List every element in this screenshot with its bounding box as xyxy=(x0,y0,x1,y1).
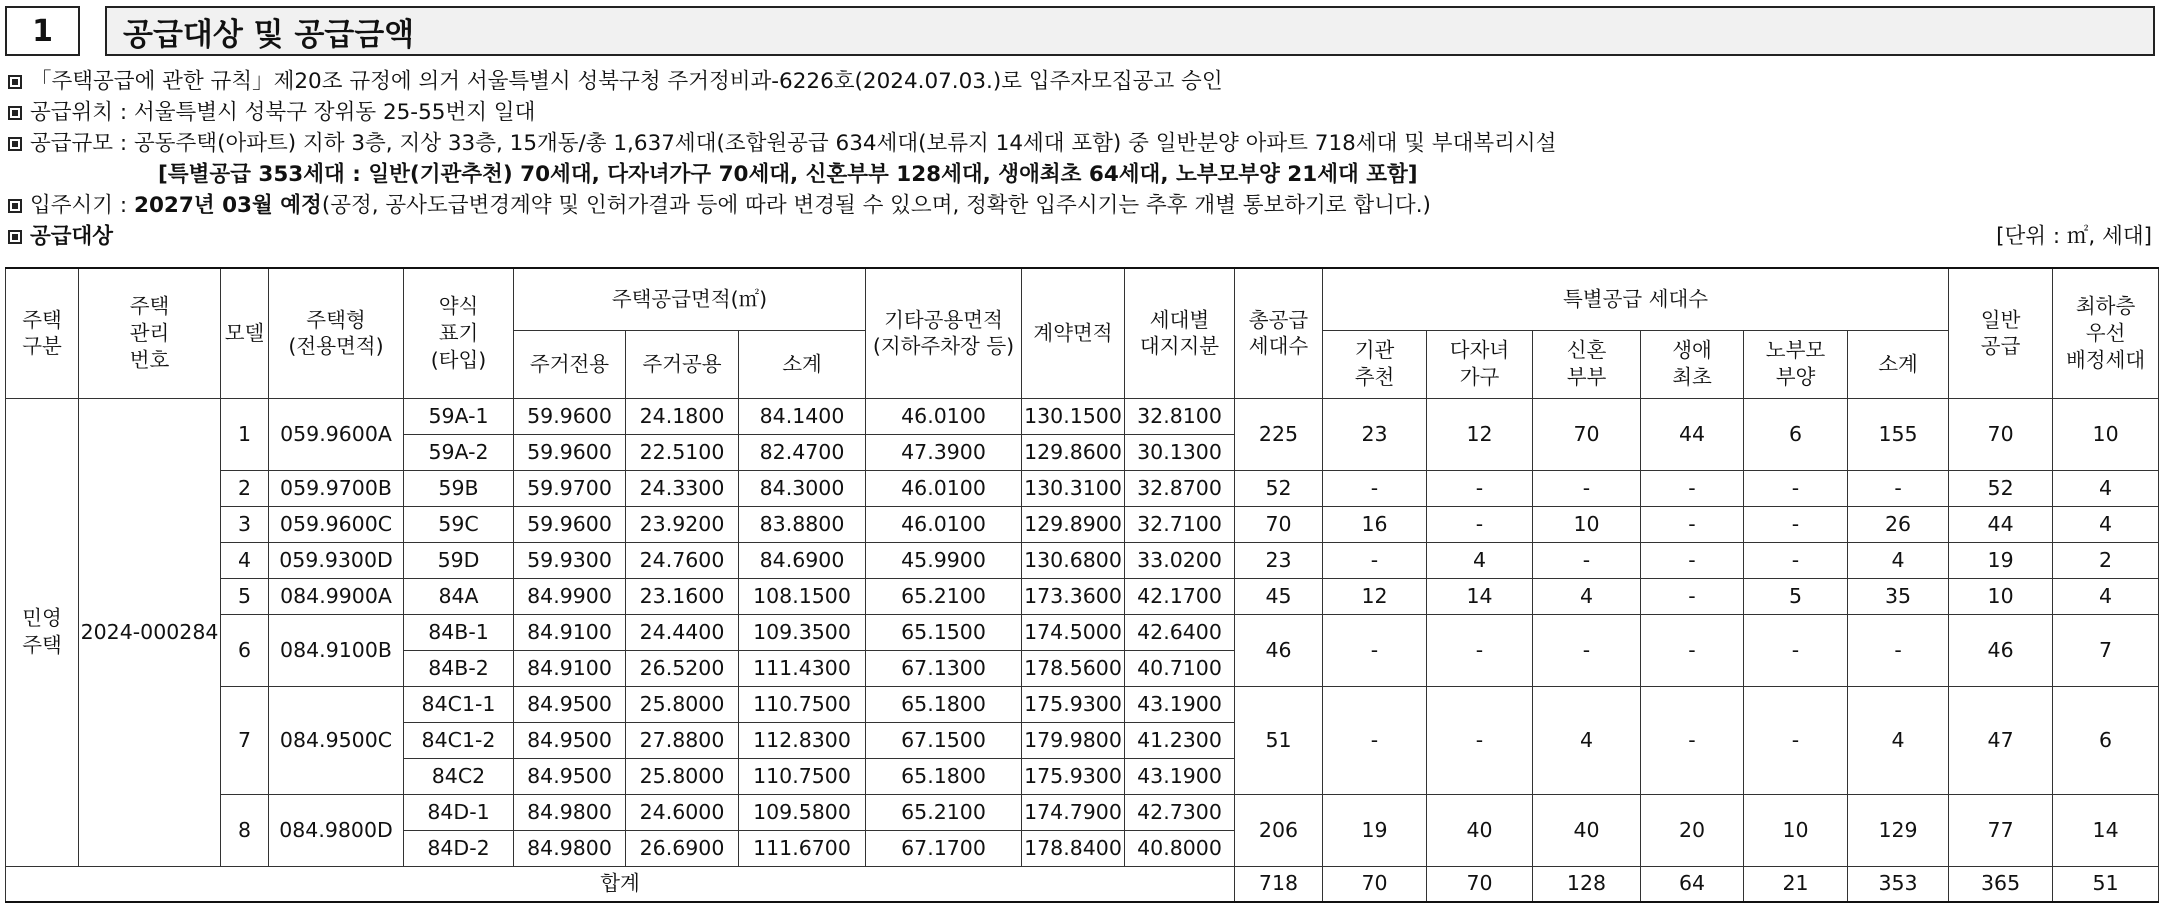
cell-elderly: - xyxy=(1744,686,1848,794)
cell-house-type: 084.9800D xyxy=(269,794,404,866)
cell-multi-child: 4 xyxy=(1427,542,1533,578)
cell-land-share: 30.1300 xyxy=(1125,434,1235,470)
th-special-subtotal: 소계 xyxy=(1848,330,1949,398)
cell-first-time: - xyxy=(1641,686,1744,794)
cell-first-time: - xyxy=(1641,542,1744,578)
cell-land-share: 43.1900 xyxy=(1125,758,1235,794)
cell-other-common: 45.9900 xyxy=(866,542,1022,578)
cell-area-subtotal: 109.5800 xyxy=(739,794,866,830)
cell-institution: 16 xyxy=(1323,506,1427,542)
cell-first-time: 44 xyxy=(1641,398,1744,470)
cell-institution: - xyxy=(1323,470,1427,506)
cell-area-subtotal: 83.8800 xyxy=(739,506,866,542)
cell-mgmt-no: 2024-000284 xyxy=(79,398,221,866)
cell-house-type: 084.9500C xyxy=(269,686,404,794)
cell-general: 77 xyxy=(1949,794,2053,866)
cell-multi-child: 14 xyxy=(1427,578,1533,614)
cell-special-subtotal: 4 xyxy=(1848,542,1949,578)
note-move-in-date: 2027년 03월 예정 xyxy=(134,193,322,218)
total-label: 합계 xyxy=(6,866,1235,902)
cell-total-supply: 225 xyxy=(1235,398,1323,470)
cell-other-common: 67.1500 xyxy=(866,722,1022,758)
cell-land-share: 40.7100 xyxy=(1125,650,1235,686)
cell-newlywed: 4 xyxy=(1533,686,1641,794)
cell-other-common: 65.2100 xyxy=(866,794,1022,830)
cell-newlywed: 40 xyxy=(1533,794,1641,866)
cell-area-subtotal: 84.3000 xyxy=(739,470,866,506)
th-institution: 기관 추천 xyxy=(1323,330,1427,398)
cell-land-share: 43.1900 xyxy=(1125,686,1235,722)
cell-abbr: 84C2 xyxy=(404,758,514,794)
cell-lowest-floor: 4 xyxy=(2053,506,2159,542)
cell-elderly: - xyxy=(1744,614,1848,686)
note-special: [특별공급 353세대 : 일반(기관추천) 70세대, 다자녀가구 70세대, 신혼부부 128세대, 생애최초 64세대, 노부모부양 21세대 포함] xyxy=(158,162,1418,187)
cell-newlywed: 10 xyxy=(1533,506,1641,542)
cell-housing-type: 민영 주택 xyxy=(6,398,79,866)
th-model: 모델 xyxy=(221,268,269,398)
cell-special-subtotal: 35 xyxy=(1848,578,1949,614)
cell-res-common: 23.1600 xyxy=(626,578,739,614)
cell-house-type: 059.9300D xyxy=(269,542,404,578)
cell-institution: 23 xyxy=(1323,398,1427,470)
th-res-common: 주거공용 xyxy=(626,330,739,398)
cell-abbr: 59D xyxy=(404,542,514,578)
cell-res-exclusive: 84.9800 xyxy=(514,830,626,866)
cell-contract-area: 129.8600 xyxy=(1022,434,1125,470)
cell-area-subtotal: 84.1400 xyxy=(739,398,866,434)
cell-model: 4 xyxy=(221,542,269,578)
th-supply-area: 주택공급면적(㎡) xyxy=(514,268,866,330)
cell-area-subtotal: 112.8300 xyxy=(739,722,866,758)
cell-other-common: 65.1800 xyxy=(866,758,1022,794)
cell-lowest-floor: 4 xyxy=(2053,578,2159,614)
cell-total-supply: 46 xyxy=(1235,614,1323,686)
cell-other-common: 65.1500 xyxy=(866,614,1022,650)
cell-multi-child: - xyxy=(1427,470,1533,506)
cell-res-common: 24.7600 xyxy=(626,542,739,578)
cell-special-subtotal: 129 xyxy=(1848,794,1949,866)
th-elderly: 노부모 부양 xyxy=(1744,330,1848,398)
bullet-square-icon xyxy=(8,230,22,244)
th-other-common: 기타공용면적 (지하주차장 등) xyxy=(866,268,1022,398)
cell-area-subtotal: 110.7500 xyxy=(739,686,866,722)
cell-area-subtotal: 111.4300 xyxy=(739,650,866,686)
notes xyxy=(8,66,2156,252)
cell-other-common: 67.1700 xyxy=(866,830,1022,866)
cell-other-common: 46.0100 xyxy=(866,398,1022,434)
cell-other-common: 65.2100 xyxy=(866,578,1022,614)
cell-institution: - xyxy=(1323,542,1427,578)
cell-contract-area: 173.3600 xyxy=(1022,578,1125,614)
cell-land-share: 33.0200 xyxy=(1125,542,1235,578)
cell-other-common: 47.3900 xyxy=(866,434,1022,470)
cell-contract-area: 175.9300 xyxy=(1022,758,1125,794)
cell-other-common: 46.0100 xyxy=(866,506,1022,542)
cell-multi-child: - xyxy=(1427,506,1533,542)
cell-model: 1 xyxy=(221,398,269,470)
cell-abbr: 59B xyxy=(404,470,514,506)
cell-area-subtotal: 109.3500 xyxy=(739,614,866,650)
cell-model: 8 xyxy=(221,794,269,866)
cell-other-common: 65.1800 xyxy=(866,686,1022,722)
cell-multi-child: 40 xyxy=(1427,794,1533,866)
cell-model: 7 xyxy=(221,686,269,794)
cell-total-supply: 23 xyxy=(1235,542,1323,578)
total-supply: 718 xyxy=(1235,866,1323,902)
th-total-supply: 총공급 세대수 xyxy=(1235,268,1323,398)
cell-land-share: 41.2300 xyxy=(1125,722,1235,758)
cell-abbr: 84D-1 xyxy=(404,794,514,830)
cell-land-share: 32.7100 xyxy=(1125,506,1235,542)
cell-contract-area: 129.8900 xyxy=(1022,506,1125,542)
cell-general: 47 xyxy=(1949,686,2053,794)
cell-general: 70 xyxy=(1949,398,2053,470)
cell-general: 44 xyxy=(1949,506,2053,542)
cell-area-subtotal: 84.6900 xyxy=(739,542,866,578)
th-house-type: 주택형 (전용면적) xyxy=(269,268,404,398)
cell-elderly: 5 xyxy=(1744,578,1848,614)
cell-first-time: - xyxy=(1641,506,1744,542)
cell-res-exclusive: 84.9500 xyxy=(514,722,626,758)
table-row xyxy=(6,794,2159,830)
cell-newlywed: - xyxy=(1533,470,1641,506)
table-row xyxy=(6,542,2159,578)
table-row xyxy=(6,470,2159,506)
cell-contract-area: 174.5000 xyxy=(1022,614,1125,650)
th-res-exclusive: 주거전용 xyxy=(514,330,626,398)
cell-contract-area: 175.9300 xyxy=(1022,686,1125,722)
cell-contract-area: 178.8400 xyxy=(1022,830,1125,866)
th-multi-child: 다자녀 가구 xyxy=(1427,330,1533,398)
cell-lowest-floor: 10 xyxy=(2053,398,2159,470)
cell-lowest-floor: 4 xyxy=(2053,470,2159,506)
cell-res-exclusive: 84.9500 xyxy=(514,758,626,794)
cell-res-exclusive: 84.9100 xyxy=(514,650,626,686)
note-location-text: 공급위치 : 서울특별시 성북구 장위동 25-55번지 일대 xyxy=(30,100,536,125)
cell-general: 46 xyxy=(1949,614,2053,686)
cell-newlywed: 70 xyxy=(1533,398,1641,470)
cell-house-type: 059.9600A xyxy=(269,398,404,470)
total-row xyxy=(6,866,2159,902)
cell-newlywed: - xyxy=(1533,614,1641,686)
th-abbr: 약식 표기 (타입) xyxy=(404,268,514,398)
table-row xyxy=(6,506,2159,542)
cell-res-common: 25.8000 xyxy=(626,758,739,794)
cell-abbr: 84B-2 xyxy=(404,650,514,686)
cell-first-time: 20 xyxy=(1641,794,1744,866)
cell-res-common: 24.4400 xyxy=(626,614,739,650)
total-institution: 70 xyxy=(1323,866,1427,902)
bullet-square-icon xyxy=(8,199,22,213)
cell-lowest-floor: 2 xyxy=(2053,542,2159,578)
cell-model: 3 xyxy=(221,506,269,542)
cell-first-time: - xyxy=(1641,614,1744,686)
th-lowest-floor: 최하층 우선 배정세대 xyxy=(2053,268,2159,398)
th-land-share: 세대별 대지지분 xyxy=(1125,268,1235,398)
cell-contract-area: 178.5600 xyxy=(1022,650,1125,686)
cell-first-time: - xyxy=(1641,470,1744,506)
cell-res-exclusive: 59.9600 xyxy=(514,506,626,542)
note-approval xyxy=(8,66,2156,97)
cell-res-exclusive: 59.9300 xyxy=(514,542,626,578)
note-location xyxy=(8,97,2156,128)
cell-newlywed: - xyxy=(1533,542,1641,578)
cell-general: 52 xyxy=(1949,470,2053,506)
cell-elderly: 6 xyxy=(1744,398,1848,470)
cell-res-common: 24.1800 xyxy=(626,398,739,434)
supply-table xyxy=(5,267,2159,903)
note-target xyxy=(8,221,2156,252)
note-target-label: 공급대상 xyxy=(30,224,114,249)
cell-elderly: - xyxy=(1744,506,1848,542)
th-first-time: 생애 최초 xyxy=(1641,330,1744,398)
cell-res-exclusive: 59.9700 xyxy=(514,470,626,506)
cell-contract-area: 130.1500 xyxy=(1022,398,1125,434)
cell-area-subtotal: 110.7500 xyxy=(739,758,866,794)
cell-house-type: 059.9700B xyxy=(269,470,404,506)
cell-land-share: 40.8000 xyxy=(1125,830,1235,866)
cell-other-common: 67.1300 xyxy=(866,650,1022,686)
table-row xyxy=(6,686,2159,722)
cell-land-share: 42.7300 xyxy=(1125,794,1235,830)
note-move-in xyxy=(8,190,2156,221)
unit-label: [단위 : ㎡, 세대] xyxy=(1996,224,2152,249)
cell-multi-child: 12 xyxy=(1427,398,1533,470)
table-row xyxy=(6,398,2159,434)
th-area-subtotal: 소계 xyxy=(739,330,866,398)
cell-abbr: 59A-1 xyxy=(404,398,514,434)
cell-res-common: 26.5200 xyxy=(626,650,739,686)
cell-area-subtotal: 108.1500 xyxy=(739,578,866,614)
cell-total-supply: 51 xyxy=(1235,686,1323,794)
cell-general: 10 xyxy=(1949,578,2053,614)
cell-abbr: 84C1-2 xyxy=(404,722,514,758)
cell-lowest-floor: 14 xyxy=(2053,794,2159,866)
section-title: 공급대상 및 공급금액 xyxy=(105,6,2155,56)
th-special-supply: 특별공급 세대수 xyxy=(1323,268,1949,330)
bullet-square-icon xyxy=(8,106,22,120)
cell-lowest-floor: 6 xyxy=(2053,686,2159,794)
cell-model: 5 xyxy=(221,578,269,614)
cell-total-supply: 45 xyxy=(1235,578,1323,614)
cell-institution: - xyxy=(1323,614,1427,686)
cell-total-supply: 52 xyxy=(1235,470,1323,506)
note-move-in-label: 입주시기 : xyxy=(30,193,134,218)
cell-res-common: 23.9200 xyxy=(626,506,739,542)
total-first-time: 64 xyxy=(1641,866,1744,902)
cell-abbr: 84A xyxy=(404,578,514,614)
cell-res-common: 24.3300 xyxy=(626,470,739,506)
cell-institution: 12 xyxy=(1323,578,1427,614)
section-header xyxy=(5,6,2155,56)
table-row xyxy=(6,614,2159,650)
cell-res-common: 22.5100 xyxy=(626,434,739,470)
cell-special-subtotal: - xyxy=(1848,470,1949,506)
cell-abbr: 84C1-1 xyxy=(404,686,514,722)
cell-contract-area: 130.6800 xyxy=(1022,542,1125,578)
cell-res-exclusive: 59.9600 xyxy=(514,398,626,434)
cell-newlywed: 4 xyxy=(1533,578,1641,614)
cell-res-exclusive: 84.9100 xyxy=(514,614,626,650)
cell-area-subtotal: 82.4700 xyxy=(739,434,866,470)
cell-multi-child: - xyxy=(1427,686,1533,794)
cell-contract-area: 130.3100 xyxy=(1022,470,1125,506)
cell-lowest-floor: 7 xyxy=(2053,614,2159,686)
cell-abbr: 84D-2 xyxy=(404,830,514,866)
cell-abbr: 59C xyxy=(404,506,514,542)
th-newlywed: 신혼 부부 xyxy=(1533,330,1641,398)
cell-special-subtotal: 4 xyxy=(1848,686,1949,794)
table-body xyxy=(6,398,2159,902)
cell-house-type: 059.9600C xyxy=(269,506,404,542)
note-scale-text: 공급규모 : 공동주택(아파트) 지하 3층, 지상 33층, 15개동/총 1,637세대(조합원공급 634세대(보류지 14세대 포함) 중 일반분양 아파트 718세대 및 부대복리시설 xyxy=(30,131,1557,156)
cell-land-share: 42.6400 xyxy=(1125,614,1235,650)
cell-res-common: 27.8800 xyxy=(626,722,739,758)
note-scale xyxy=(8,128,2156,159)
cell-res-common: 26.6900 xyxy=(626,830,739,866)
cell-res-exclusive: 84.9500 xyxy=(514,686,626,722)
cell-abbr: 59A-2 xyxy=(404,434,514,470)
th-contract-area: 계약면적 xyxy=(1022,268,1125,398)
cell-multi-child: - xyxy=(1427,614,1533,686)
bullet-square-icon xyxy=(8,137,22,151)
note-approval-text: 「주택공급에 관한 규칙」제20조 규정에 의거 서울특별시 성북구청 주거정비과-6226호(2024.07.03.)로 입주자모집공고 승인 xyxy=(30,69,1223,94)
total-special-subtotal: 353 xyxy=(1848,866,1949,902)
total-lowest-floor: 51 xyxy=(2053,866,2159,902)
cell-elderly: 10 xyxy=(1744,794,1848,866)
cell-res-common: 25.8000 xyxy=(626,686,739,722)
cell-res-exclusive: 84.9900 xyxy=(514,578,626,614)
cell-land-share: 42.1700 xyxy=(1125,578,1235,614)
cell-general: 19 xyxy=(1949,542,2053,578)
cell-elderly: - xyxy=(1744,470,1848,506)
cell-special-subtotal: - xyxy=(1848,614,1949,686)
cell-contract-area: 174.7900 xyxy=(1022,794,1125,830)
cell-land-share: 32.8100 xyxy=(1125,398,1235,434)
total-elderly: 21 xyxy=(1744,866,1848,902)
bullet-square-icon xyxy=(8,75,22,89)
cell-institution: 19 xyxy=(1323,794,1427,866)
cell-land-share: 32.8700 xyxy=(1125,470,1235,506)
cell-area-subtotal: 111.6700 xyxy=(739,830,866,866)
cell-institution: - xyxy=(1323,686,1427,794)
cell-first-time: - xyxy=(1641,578,1744,614)
cell-model: 2 xyxy=(221,470,269,506)
cell-special-subtotal: 155 xyxy=(1848,398,1949,470)
total-newlywed: 128 xyxy=(1533,866,1641,902)
cell-model: 6 xyxy=(221,614,269,686)
cell-total-supply: 70 xyxy=(1235,506,1323,542)
cell-elderly: - xyxy=(1744,542,1848,578)
total-multi-child: 70 xyxy=(1427,866,1533,902)
note-move-in-rest: (공정, 공사도급변경계약 및 인허가결과 등에 따라 변경될 수 있으며, 정확한 입주시기는 추후 개별 통보하기로 합니다.) xyxy=(321,193,1431,218)
section-number: 1 xyxy=(5,6,80,56)
th-housing-type: 주택 구분 xyxy=(6,268,79,398)
cell-house-type: 084.9100B xyxy=(269,614,404,686)
cell-special-subtotal: 26 xyxy=(1848,506,1949,542)
cell-house-type: 084.9900A xyxy=(269,578,404,614)
cell-res-exclusive: 84.9800 xyxy=(514,794,626,830)
th-general: 일반 공급 xyxy=(1949,268,2053,398)
cell-other-common: 46.0100 xyxy=(866,470,1022,506)
cell-res-exclusive: 59.9600 xyxy=(514,434,626,470)
cell-res-common: 24.6000 xyxy=(626,794,739,830)
th-mgmt-no: 주택 관리 번호 xyxy=(79,268,221,398)
cell-abbr: 84B-1 xyxy=(404,614,514,650)
total-general: 365 xyxy=(1949,866,2053,902)
table-row xyxy=(6,578,2159,614)
cell-total-supply: 206 xyxy=(1235,794,1323,866)
cell-contract-area: 179.9800 xyxy=(1022,722,1125,758)
